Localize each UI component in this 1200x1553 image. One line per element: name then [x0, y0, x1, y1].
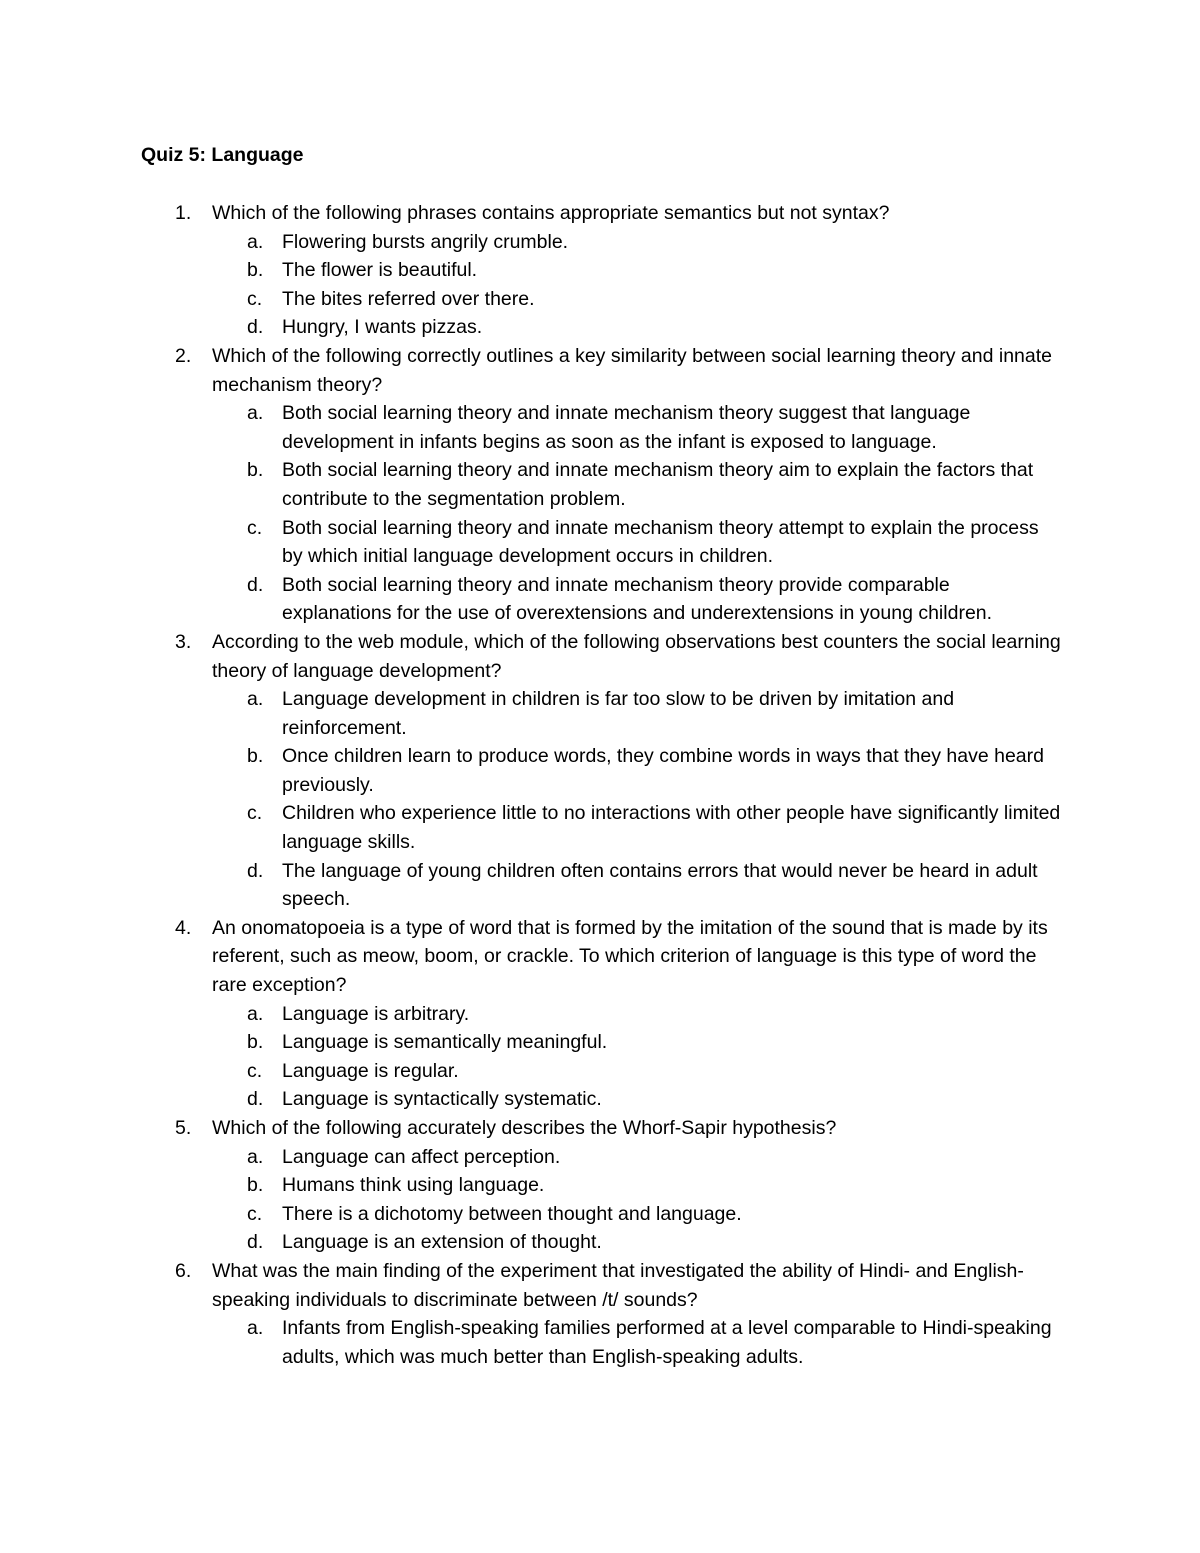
answer-option [0, 857, 1200, 914]
option-text: Language is syntactically systematic. [282, 1088, 602, 1111]
option-letter: c. [247, 516, 263, 539]
answer-option [0, 1000, 1200, 1029]
option-letter: a. [247, 402, 264, 425]
option-letter: b. [247, 1174, 264, 1197]
answer-option [0, 514, 1200, 571]
option-text: Language can affect perception. [282, 1145, 561, 1168]
option-letter: d. [247, 859, 264, 882]
question-item [0, 914, 1200, 1114]
option-text: Humans think using language. [282, 1174, 545, 1197]
answer-option [0, 742, 1200, 799]
question-item [0, 199, 1200, 342]
answer-option [0, 228, 1200, 257]
option-text: Flowering bursts angrily crumble. [282, 230, 569, 253]
option-text: Language is semantically meaningful. [282, 1031, 608, 1054]
question-list [0, 199, 1200, 1371]
option-letter: d. [247, 316, 264, 339]
option-text: Language is an extension of thought. [282, 1231, 602, 1254]
question-number: 5. [175, 1117, 192, 1139]
option-text: The language of young children often contains errors that would never be heard in adult speech. [282, 859, 1038, 911]
quiz-title: Quiz 5: Language [141, 144, 304, 166]
answer-option [0, 256, 1200, 285]
question-number: 1. [175, 202, 192, 224]
question-item [0, 1257, 1200, 1371]
option-letter: c. [247, 1059, 263, 1082]
question-item [0, 1114, 1200, 1257]
answer-options [0, 1000, 1200, 1114]
question-text: Which of the following phrases contains appropriate semantics but not syntax? [212, 202, 890, 224]
answer-options [0, 685, 1200, 914]
option-text: Hungry, I wants pizzas. [282, 316, 483, 339]
question-number: 3. [175, 630, 192, 653]
answer-options [0, 228, 1200, 342]
option-text: Language is arbitrary. [282, 1002, 470, 1025]
option-letter: c. [247, 802, 263, 825]
question-item [0, 342, 1200, 628]
question-text: Which of the following correctly outlines a key similarity between social learning theory and innate mechanism theory? [212, 344, 1053, 396]
answer-option [0, 1314, 1200, 1371]
option-letter: b. [247, 745, 264, 768]
answer-option [0, 1028, 1200, 1057]
answer-option [0, 313, 1200, 342]
option-text: Language is regular. [282, 1059, 459, 1082]
question-text: Which of the following accurately describes the Whorf-Sapir hypothesis? [212, 1117, 837, 1139]
question-text: What was the main finding of the experiment that investigated the ability of Hindi- and English-speaking individuals to discriminate between /t/ sounds? [212, 1259, 1024, 1311]
option-letter: c. [247, 287, 263, 310]
option-letter: b. [247, 459, 264, 482]
option-text: There is a dichotomy between thought and language. [282, 1202, 742, 1225]
option-letter: a. [247, 1317, 264, 1340]
option-letter: b. [247, 259, 264, 282]
answer-option [0, 285, 1200, 314]
option-letter: a. [247, 230, 264, 253]
answer-options [0, 1143, 1200, 1257]
option-letter: d. [247, 1231, 264, 1254]
option-letter: a. [247, 1002, 264, 1025]
answer-option [0, 1228, 1200, 1257]
option-text: Language development in children is far too slow to be driven by imitation and reinforcement. [282, 688, 955, 739]
option-letter: d. [247, 1088, 264, 1111]
answer-option [0, 685, 1200, 742]
question-item [0, 628, 1200, 914]
question-number: 6. [175, 1259, 192, 1282]
answer-option [0, 399, 1200, 456]
question-number: 4. [175, 916, 192, 939]
option-letter: b. [247, 1031, 264, 1054]
answer-option [0, 1143, 1200, 1172]
answer-option [0, 1085, 1200, 1114]
option-letter: d. [247, 573, 264, 596]
answer-option [0, 799, 1200, 856]
option-text: The flower is beautiful. [282, 259, 478, 282]
option-letter: a. [247, 1145, 264, 1168]
option-letter: c. [247, 1202, 263, 1225]
option-text: Once children learn to produce words, they combine words in ways that they have heard previously. [282, 745, 1044, 796]
option-text: Both social learning theory and innate mechanism theory provide comparable explanations for the use of overextensions and underextensions in young children. [282, 573, 993, 625]
answer-option [0, 456, 1200, 513]
option-letter: a. [247, 688, 264, 711]
answer-option [0, 1171, 1200, 1200]
option-text: Both social learning theory and innate mechanism theory aim to explain the factors that contribute to the segmentation problem. [282, 459, 1034, 510]
option-text: The bites referred over there. [282, 287, 535, 310]
option-text: Infants from English-speaking families performed at a level comparable to Hindi-speaking adults, which was much better than English-speaking adults. [282, 1317, 1052, 1368]
option-text: Both social learning theory and innate mechanism theory attempt to explain the process by which initial language development occurs in children. [282, 516, 1039, 568]
option-text: Both social learning theory and innate mechanism theory suggest that language development in infants begins as soon as the infant is exposed to language. [282, 402, 971, 453]
answer-option [0, 1200, 1200, 1229]
answer-options [0, 1314, 1200, 1371]
question-number: 2. [175, 344, 192, 367]
question-text: According to the web module, which of the following observations best counters the social learning theory of language development? [212, 630, 1061, 682]
answer-option [0, 571, 1200, 628]
question-text: An onomatopoeia is a type of word that is formed by the imitation of the sound that is made by its referent, such as meow, boom, or crackle. To which criterion of language is this type of word the rare exception? [212, 916, 1048, 997]
answer-option [0, 1057, 1200, 1086]
option-text: Children who experience little to no interactions with other people have significantly limited language skills. [282, 802, 1061, 854]
answer-options [0, 399, 1200, 628]
